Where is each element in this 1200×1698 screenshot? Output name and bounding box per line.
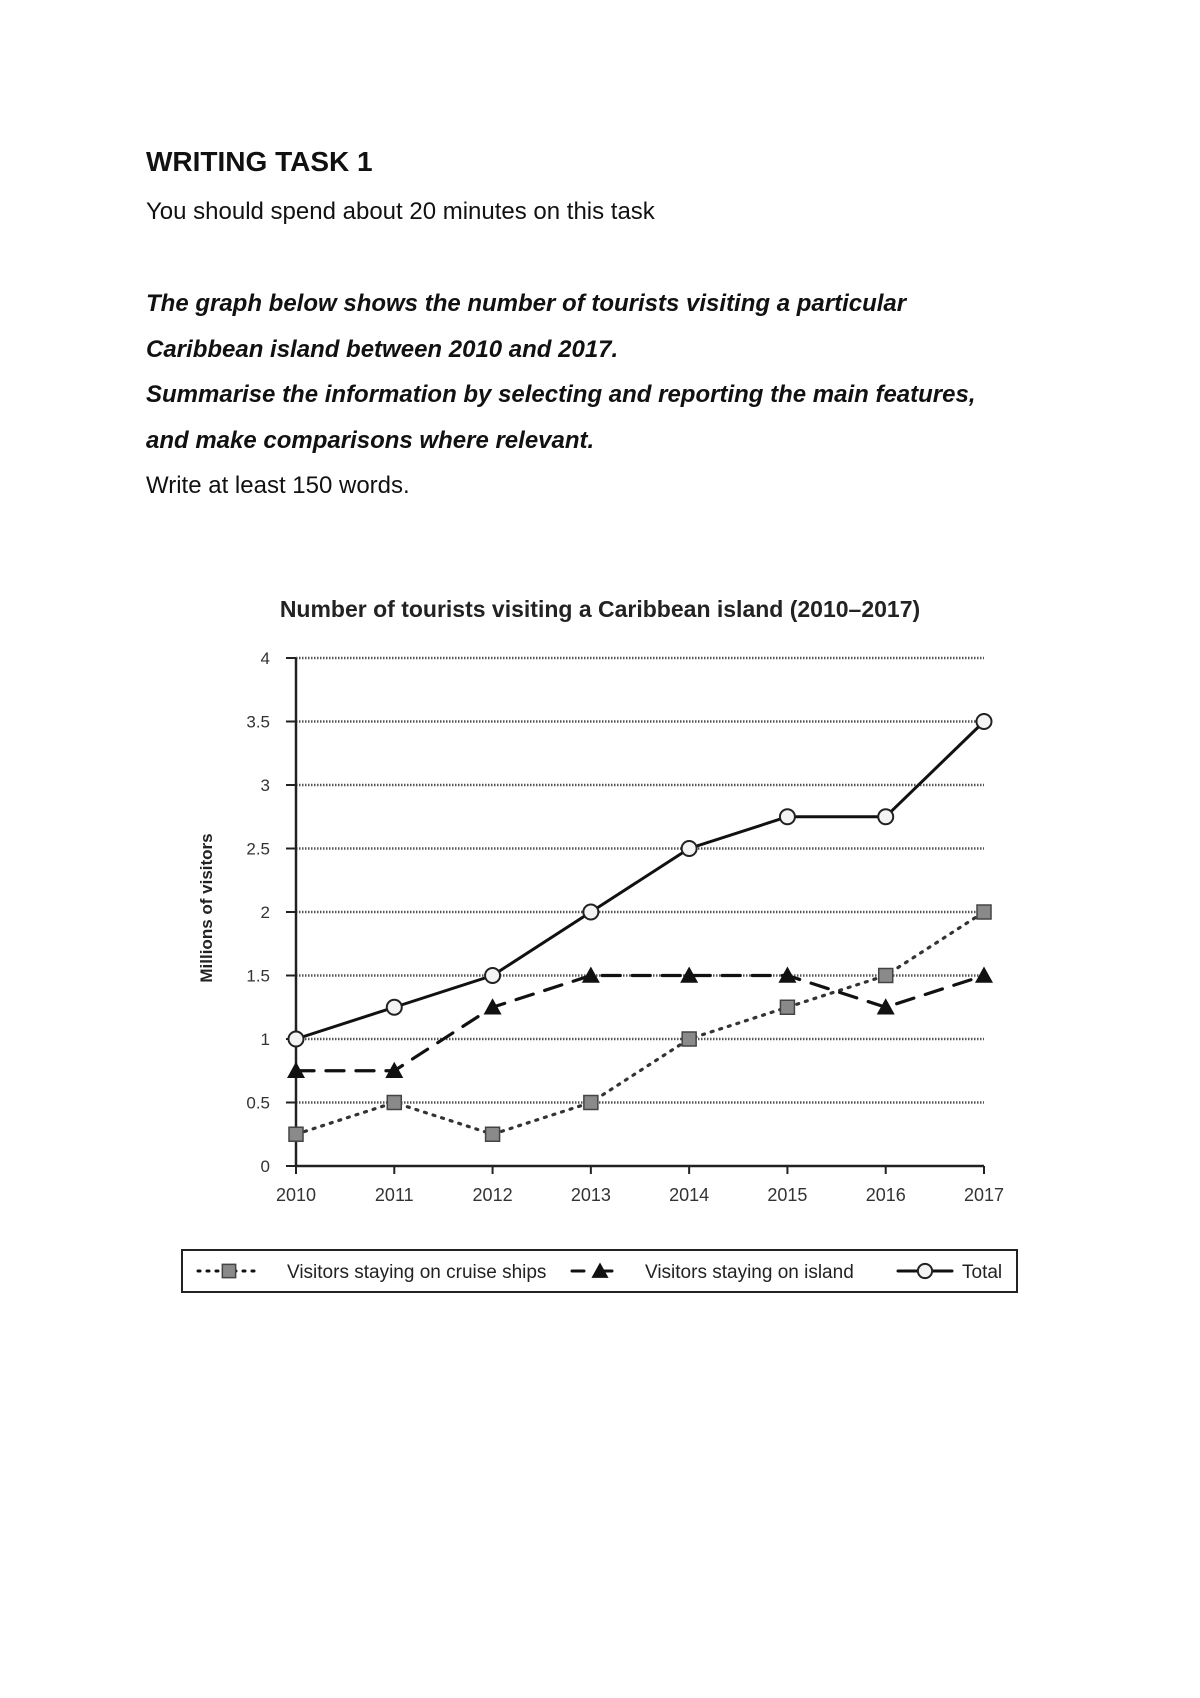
y-tick-label: 0.5 [246,1093,270,1113]
y-axis-label: Millions of visitors [197,833,216,983]
y-axis-ticks [246,649,296,1176]
y-tick-label: 1 [260,1030,270,1049]
data-point-circle [289,1032,304,1047]
x-tick-label: 2016 [865,1185,906,1205]
x-tick-label: 2013 [570,1185,611,1205]
data-point-circle [387,1000,402,1015]
instruction-line: and make comparisons where relevant. [146,427,595,454]
data-point-circle [583,905,598,920]
legend-label: Visitors staying on cruise ships [287,1262,547,1283]
data-point-square [584,1096,598,1110]
x-tick-label: 2012 [472,1185,513,1205]
data-point-circle [682,841,697,856]
data-point-square [780,1000,794,1014]
x-tick-label: 2015 [767,1185,808,1205]
data-point-square [682,1032,696,1046]
y-tick-label: 2.5 [246,839,270,859]
data-point-square [879,969,893,983]
y-tick-label: 3 [260,776,270,795]
data-point-circle [918,1264,932,1278]
instruction-line: Caribbean island between 2010 and 2017. [146,336,619,363]
x-tick-label: 2014 [669,1185,710,1205]
x-tick-label: 2010 [275,1185,317,1205]
data-point-circle [878,809,893,824]
data-point-square [977,905,991,919]
data-point-square [222,1264,235,1277]
y-tick-label: 0 [260,1157,270,1176]
x-axis-ticks [276,1166,1004,1205]
series-line [296,976,984,1071]
data-point-circle [485,968,500,983]
chart-title: Number of tourists visiting a Caribbean island (2010–2017) [279,596,921,622]
data-point-circle [780,809,795,824]
legend-label: Total [962,1262,1003,1283]
x-tick-label: 2011 [374,1185,414,1205]
instruction-line: The graph below shows the number of tourists visiting a particular [146,290,907,317]
series-line [296,722,984,1040]
instruction-line: Summarise the information by selecting and reporting the main features, [146,381,976,408]
y-tick-label: 1.5 [246,966,270,986]
y-tick-label: 3.5 [246,712,270,732]
legend [182,1250,1017,1292]
x-tick-label: 2017 [963,1185,1005,1205]
data-point-square [486,1127,500,1141]
task-heading: WRITING TASK 1 [146,146,373,177]
y-tick-label: 2 [260,903,270,922]
legend-label: Visitors staying on island [645,1262,854,1283]
series-group [287,714,993,1141]
data-point-square [387,1096,401,1110]
y-tick-label: 4 [260,649,270,668]
data-point-circle [977,714,992,729]
data-point-square [289,1127,303,1141]
time-note: You should spend about 20 minutes on this task [146,198,655,225]
word-count-note: Write at least 150 words. [146,472,410,499]
